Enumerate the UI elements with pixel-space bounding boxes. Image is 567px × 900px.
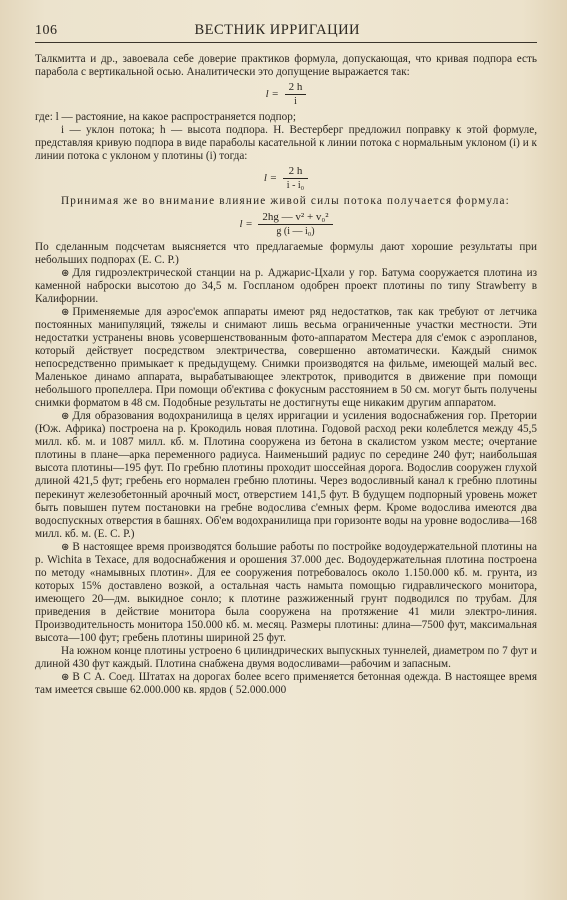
bullet-icon: ⊛ [61, 541, 70, 553]
article-body [35, 53, 537, 697]
page-number: 106 [35, 23, 58, 38]
formula-numerator: 2 h [285, 81, 307, 95]
formula-live-force [35, 211, 537, 238]
formula-numerator: 2hg — v² + v₀² [258, 211, 332, 225]
paragraph-text: В С А. Соед. Штатах на дорогах более всего применяется бетонная одежда. В настоящее время там имеется свыше 62.000.000 кв. ярдов ( 52.000.000 [35, 671, 537, 697]
bullet-icon: ⊛ [61, 306, 70, 318]
formula-westerberg [35, 165, 537, 192]
paragraph-wichita-dam [35, 541, 537, 645]
formula-numerator: 2 h [283, 165, 308, 179]
paragraph-intro: Талкмитта и др., завоевала себе доверие практиков формула, допускающая, что кривая подпора есть парабола с вертикальной осью. Аналитически это допущение выражается так: [35, 53, 537, 79]
paragraph-pretoria-dam [35, 410, 537, 540]
paragraph-usa-roads [35, 671, 537, 697]
bullet-icon: ⊛ [61, 411, 70, 423]
paragraph-text: Для образования водохранилища в целях ирригации и усиления водоснабжения гор. Претории (Юж. Африка) построена на р. Крокодиль новая плотина. Годовой расход реки колеблется между 45,5 милл. кб. м. и 1087 милл. кб. м. Плотина сооружена из бетона в скалистом узком месте; очертание плотины в плане—арка переменного радиуса. Наименьший радиус по середине 240 фут; наибольшая высота плотины—195 фут. По гребню плотины проходит шоссейная дорога. Водослив сооружен глухой длиной 421,5 фут; гребень его нормален гребню плотины. Через водосливный канал к гребню плотины перекинут железобетонный арочный мост, отверстием 141,5 фут. В будущем подпорный уровень может быть повышен путем постановки на гребне водослива с'емных ферм. Кроме водослива имеются два водоспускных отверстия в башнях. Об'ем водохранилища при горизонте воды на уровне водослива—168 милл. кб. м. (Е. С. Р.) [35, 410, 537, 540]
bullet-icon: ⊛ [61, 267, 70, 279]
paragraph-aerial-camera [35, 306, 537, 410]
paragraph-text: Для гидроэлектрической станции на р. Аджарис-Цхали у гор. Батума сооружается плотина из каменной наброски высотою до 34,5 м. Госпланом одобрен проект плотины по типу Strawberry в Калифорнии. [35, 266, 537, 305]
paragraph-definitions: где: l — растояние, на какое распространяется подпор; [35, 111, 296, 124]
paragraph-text: В настоящее время производятся большие работы по постройке водоудержательной плотины на р. Wichita в Texace, для водоснабжения и орошения 37.000 дес. Водоудержательная плотина построена по методу «намывных плотин». Для ее сооружения потребовалось около 1.150.000 кб. м. грунта, из которых 15% доставлено возкой, а остальная часть намыта помощью гидравлического монитора, имеющего 20—дм. выкидное сонло; к плотине разжиженный грунт подводился по трубам. Для приведения в действие монитора была сооружена на протяжение 41 мили электро-линия. Производительность монитора 150.000 кб. м. месяц. Размеры плотины: длина—7500 фут, максимальная высота—100 фут; гребень плотины шириной 25 фут. [35, 540, 537, 645]
journal-title: ВЕСТНИК ИРРИГАЦИИ [194, 22, 361, 38]
paragraph-text: Применяемые для аэрос'емок аппараты имеют ряд недостатков, так как требуют от летчика постоянных манипуляций, тяжелы и снимают лишь весьма ограниченные участки местности. Эти недостатки устранены вновь усовершенствованным фото-аппаратом Местера для с'емок с аэропланов, который действует посредством электричества, совершенно автоматически. Каждый снимок непосредственно примыкает к предыдущему. Снимки производятся на фильме, имеющей малый вес. Маленькое динамо аппарата, вырабатывающее электроток, приводится в движение при помощи небольшого пропеллера. При помощи об'ектива с фокусным расстоянием в 50 см. могут быть получены снимки форматом в 48 см. Подобные результаты не достигнуты еще никаким другим аппаратом. [35, 305, 537, 410]
formula-lhs: l = [263, 172, 278, 185]
paragraph-results: По сделанным подсчетам выясняется что предлагаемые формулы дают хорошие результаты при небольших подпорах (Е. С. Р.) [35, 240, 537, 266]
paragraph-live-force: Принимая же во внимание влияние живой силы потока получается формула: [61, 195, 510, 208]
bullet-icon: ⊛ [61, 672, 70, 684]
formula-lhs: l = [265, 88, 279, 101]
formula-lhs: l = [239, 217, 253, 230]
formula-denominator: g (i — i₀) [276, 225, 315, 237]
paragraph-tunnels: На южном конце плотины устроено 6 цилиндрических выпускных туннелей, диаметром по 7 фут и длиной 430 фут каждый. Плотина снабжена двумя водосливами—рабочим и запасным. [35, 645, 537, 671]
page-header [35, 22, 537, 43]
paragraph-batumi-dam [35, 267, 537, 306]
formula-denominator: i [294, 96, 297, 108]
formula-parabola [35, 81, 537, 108]
formula-denominator: i - i₀ [286, 180, 305, 192]
paragraph-westerberg: i — уклон потока; h — высота подпора. Н. Вестерберг предложил поправку к этой формуле, представляя кривую подпора в виде параболы касательной к линии потока с нормальным уклоном (i) и к линии потока с уклоном у плотины (i) тогда: [35, 124, 537, 163]
